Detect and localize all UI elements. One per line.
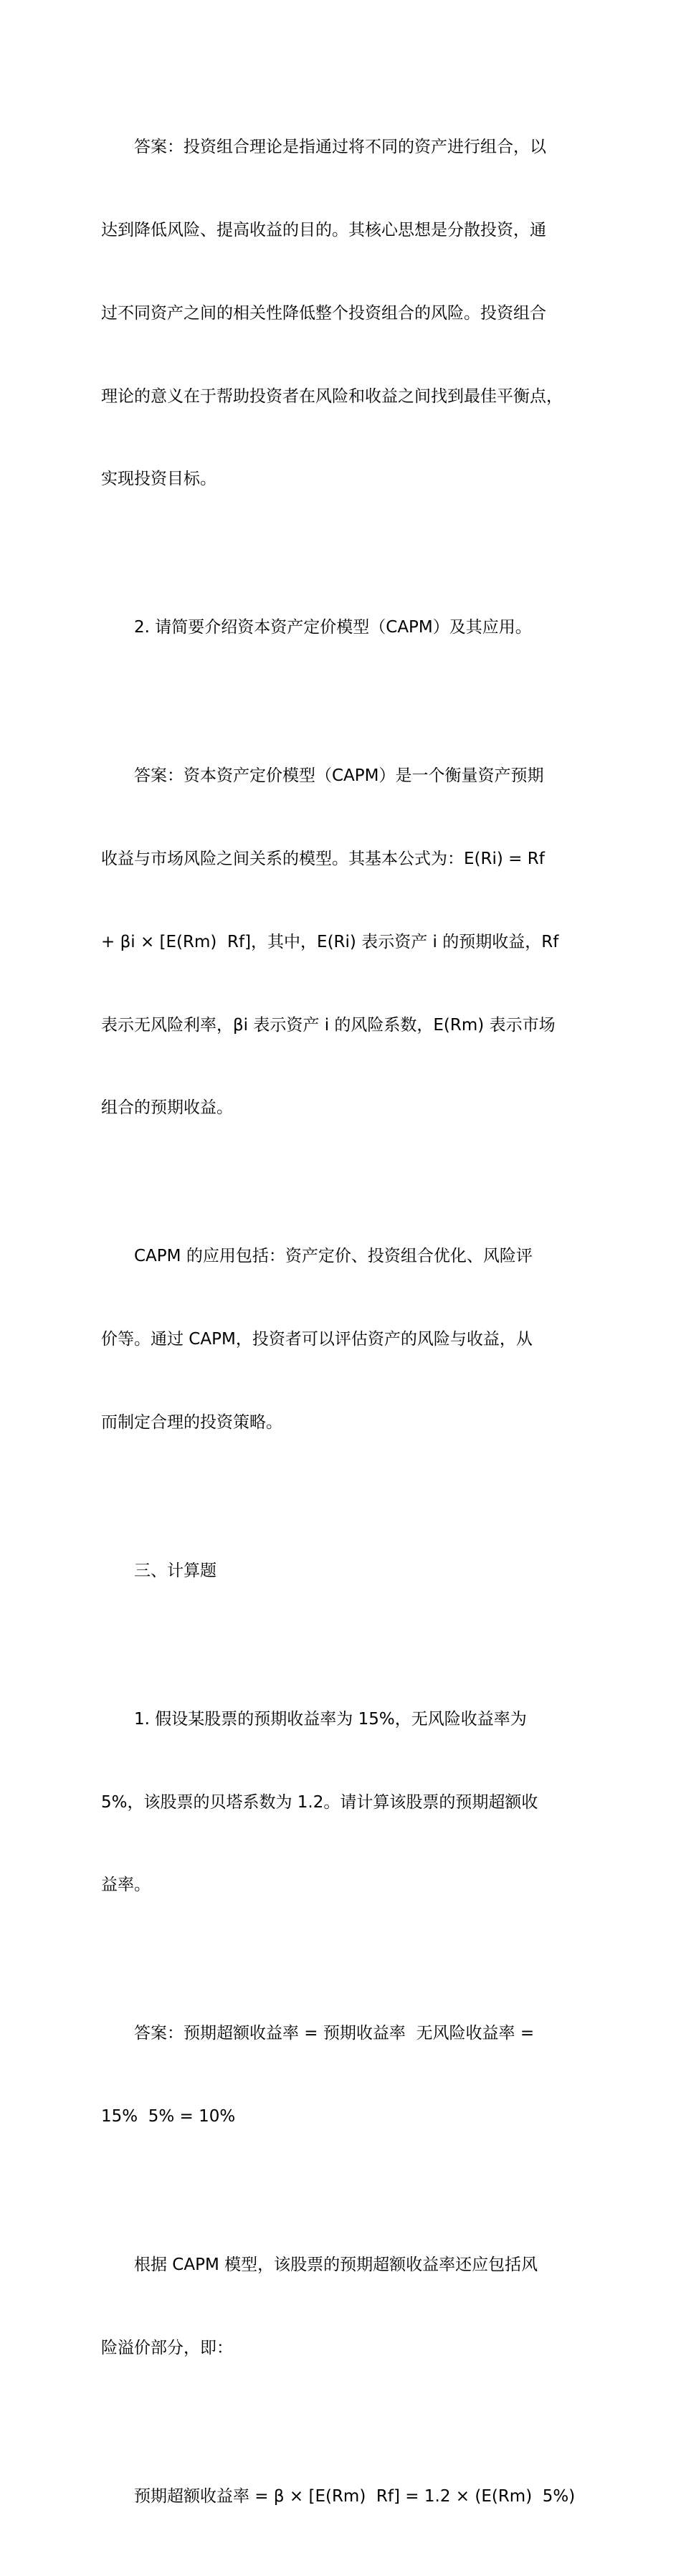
- text-line: 实现投资目标。: [101, 470, 216, 489]
- text-line: CAPM 的应用包括：资产定价、投资组合优化、风险评: [134, 1247, 533, 1266]
- text-line: 答案：投资组合理论是指通过将不同的资产进行组合，以: [134, 138, 546, 157]
- text-line: 1. 假设某股票的预期收益率为 15%，无风险收益率为: [134, 1709, 527, 1729]
- text-line: 答案：预期超额收益率 = 预期收益率 无风险收益率 =: [134, 2024, 535, 2043]
- text-line: 理论的意义在于帮助投资者在风险和收益之间找到最佳平衡点，: [101, 386, 563, 406]
- question-2-capm: [101, 559, 583, 697]
- calculation-question-1: [101, 1650, 583, 1955]
- answer-portfolio-theory-paragraph: [101, 78, 583, 548]
- section-heading-calculation: [101, 1502, 583, 1640]
- text-line: 险溢价部分，即：: [101, 2338, 233, 2357]
- text-line: 5%，该股票的贝塔系数为 1.2。请计算该股票的预期超额收: [101, 1792, 538, 1812]
- text-line: 答案：资本资产定价模型（CAPM）是一个衡量资产预期: [134, 766, 544, 786]
- text-line: + βi × [E(Rm) Rf]，其中，E(Ri) 表示资产 i 的预期收益，Rf: [101, 932, 559, 951]
- text-line: 根据 CAPM 模型，该股票的预期超额收益率还应包括风: [134, 2256, 538, 2275]
- excess-return-formula: [101, 2428, 583, 2566]
- text-line: 价等。通过 CAPM，投资者可以评估资产的风险与收益，从: [101, 1330, 533, 1349]
- text-line: 收益与市场风险之间关系的模型。其基本公式为：E(Ri) = Rf: [101, 850, 545, 869]
- document-page: [101, 78, 583, 2576]
- text-line: 15% 5% = 10%: [101, 2107, 236, 2126]
- capm-applications-paragraph: [101, 1187, 583, 1492]
- text-line: 过不同资产之间的相关性降低整个投资组合的风险。投资组合: [101, 303, 546, 323]
- text-line: 益率。: [101, 1876, 151, 1895]
- capm-risk-premium-paragraph: [101, 2196, 583, 2418]
- text-line: 达到降低风险、提高收益的目的。其核心思想是分散投资，通: [101, 220, 546, 239]
- text-line: 组合的预期收益。: [101, 1098, 233, 1118]
- text-line: 表示无风险利率，βi 表示资产 i 的风险系数，E(Rm) 表示市场: [101, 1015, 556, 1035]
- text-line: 三、计算题: [134, 1561, 216, 1580]
- answer-capm-paragraph: [101, 707, 583, 1177]
- answer-excess-return: [101, 1964, 583, 2186]
- text-line: 2. 请简要介绍资本资产定价模型（CAPM）及其应用。: [134, 618, 532, 637]
- text-line: 而制定合理的投资策略。: [101, 1412, 282, 1432]
- text-line: 预期超额收益率 = β × [E(Rm) Rf] = 1.2 × (E(Rm) 5%): [134, 2486, 576, 2506]
